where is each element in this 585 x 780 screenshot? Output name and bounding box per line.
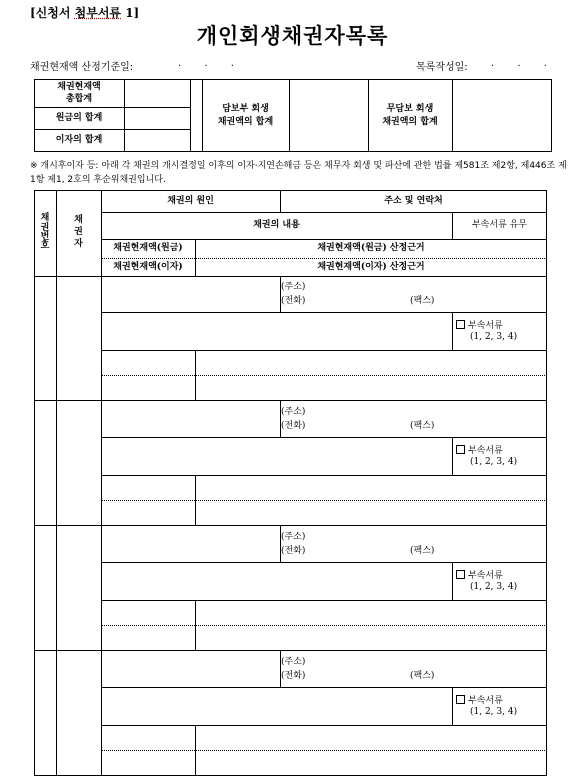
entry-3-address-label: (주소) <box>281 532 306 542</box>
entry-1-principal-basis-field[interactable] <box>195 350 547 375</box>
checkbox-icon[interactable] <box>456 570 465 579</box>
entry-1-content-field[interactable] <box>101 312 452 350</box>
attachments-header: 부속서류 유무 <box>471 220 528 231</box>
written-date-label: 목록작성일: <box>416 62 468 73</box>
secured-value-field[interactable] <box>289 79 368 152</box>
tag-suffix: 1] <box>121 6 140 20</box>
checkbox-icon[interactable] <box>456 445 465 454</box>
entry-2-attachments-checkbox[interactable] <box>456 443 503 456</box>
entry-3-attachment-numbers: (1, 2, 3, 4) <box>470 582 518 592</box>
entry-3-principal-amount-field[interactable] <box>101 600 195 625</box>
entry-2-address-label: (주소) <box>281 407 306 417</box>
entry-2-phone-label: (전화) <box>281 421 306 431</box>
entry-1-creditor-field[interactable] <box>56 276 101 400</box>
entry-4-phone-label: (전화) <box>281 671 306 681</box>
entry-2-interest-basis-field[interactable] <box>195 500 547 525</box>
entry-3-number-field[interactable] <box>34 526 56 650</box>
col-creditor-header: 채 권 자 <box>74 215 83 249</box>
entry-2-content-field[interactable] <box>101 437 452 475</box>
entry-4-principal-basis-field[interactable] <box>195 725 547 750</box>
base-date-label: 채권현재액 산정기준일: <box>30 62 134 73</box>
address-header: 주소 및 연락처 <box>384 195 443 206</box>
interest-value-field[interactable] <box>124 129 190 152</box>
written-date-value[interactable]: . . . <box>491 58 557 69</box>
entry-2-number-field[interactable] <box>34 401 56 525</box>
page-title: 개인회생채권자목록 <box>196 24 389 48</box>
entry-4-attachment-numbers: (1, 2, 3, 4) <box>470 707 518 717</box>
base-date-value[interactable]: . . . <box>178 58 244 69</box>
checkbox-icon[interactable] <box>456 320 465 329</box>
entry-2-fax-label: (팩스) <box>410 421 435 431</box>
content-header: 채권의 내용 <box>253 220 300 231</box>
entry-3-interest-amount-field[interactable] <box>101 625 195 650</box>
entry-3-cause-field[interactable] <box>101 526 280 562</box>
entry-3-phone-label: (전화) <box>281 546 306 556</box>
entry-4-creditor-field[interactable] <box>56 651 101 775</box>
entry-4-content-field[interactable] <box>101 687 452 725</box>
entry-1-interest-basis-field[interactable] <box>195 375 547 400</box>
entry-1-attachments-checkbox[interactable] <box>456 318 503 331</box>
entry-2-attachments-label: 부속서류 <box>468 446 503 456</box>
interest-label: 이자의 합계 <box>55 135 103 146</box>
total-label: 채권현재액 총합계 <box>57 81 101 104</box>
entry-4-number-field[interactable] <box>34 651 56 775</box>
checkbox-icon[interactable] <box>456 695 465 704</box>
entry-4-fax-label: (팩스) <box>410 671 435 681</box>
entry-1-address-label: (주소) <box>281 282 306 292</box>
entry-1-interest-amount-field[interactable] <box>101 375 195 400</box>
entry-1-fax-label: (팩스) <box>410 296 435 306</box>
entry-4-attachments-checkbox[interactable] <box>456 693 503 706</box>
interest-amount-header: 채권현재액(이자) <box>113 261 183 272</box>
entry-4-address-label: (주소) <box>281 657 306 667</box>
entry-4-interest-amount-field[interactable] <box>101 750 195 775</box>
entry-1-attachments-label: 부속서류 <box>468 321 503 331</box>
entry-2-attachment-numbers: (1, 2, 3, 4) <box>470 457 518 467</box>
entry-4-cause-field[interactable] <box>101 651 280 687</box>
entry-2-cause-field[interactable] <box>101 401 280 437</box>
unsecured-value-field[interactable] <box>452 79 552 152</box>
tag-underlined: 첨부서류 <box>74 6 122 20</box>
entry-1-attachment-numbers: (1, 2, 3, 4) <box>470 332 518 342</box>
secured-label: 담보부 회생 채권액의 합계 <box>217 104 274 127</box>
tag-prefix: [신청서 <box>30 6 75 20</box>
entry-1-principal-amount-field[interactable] <box>101 350 195 375</box>
entry-3-attachments-label: 부속서류 <box>468 571 503 581</box>
entry-1-number-field[interactable] <box>34 276 56 400</box>
entry-4-principal-amount-field[interactable] <box>101 725 195 750</box>
entry-4-interest-basis-field[interactable] <box>195 750 547 775</box>
interest-note: ※ 개시후이자 등: 아래 각 채권의 개시결정일 이후의 이자·지연손해금 등은 채무자 회생 및 파산에 관한 법률 제581조 제2항, 제446조 제1항 제1, 2호의 후순위채권입니다. <box>30 161 567 185</box>
cause-header: 채권의 원인 <box>167 195 214 206</box>
entry-1-cause-field[interactable] <box>101 276 280 312</box>
entry-3-content-field[interactable] <box>101 562 452 600</box>
principal-amount-header: 채권현재액(원금) <box>113 243 183 254</box>
entry-1-phone-label: (전화) <box>281 296 306 306</box>
entry-2-creditor-field[interactable] <box>56 401 101 525</box>
principal-value-field[interactable] <box>124 107 190 129</box>
total-value-field[interactable] <box>124 79 190 107</box>
entry-4-attachments-label: 부속서류 <box>468 696 503 706</box>
col-number-header: 채 권 번 호 <box>40 213 50 252</box>
interest-basis-header: 채권현재액(이자) 산정근거 <box>317 261 425 272</box>
principal-label: 원금의 합계 <box>55 112 103 123</box>
entry-2-interest-amount-field[interactable] <box>101 500 195 525</box>
entry-3-fax-label: (팩스) <box>410 546 435 556</box>
principal-basis-header: 채권현재액(원금) 산정근거 <box>317 243 425 254</box>
entry-2-principal-basis-field[interactable] <box>195 475 547 500</box>
attachment-tag <box>30 4 139 21</box>
unsecured-label: 무담보 회생 채권액의 합계 <box>382 104 438 127</box>
entry-3-creditor-field[interactable] <box>56 526 101 650</box>
entry-2-principal-amount-field[interactable] <box>101 475 195 500</box>
entry-3-principal-basis-field[interactable] <box>195 600 547 625</box>
entry-3-attachments-checkbox[interactable] <box>456 568 503 581</box>
entry-3-interest-basis-field[interactable] <box>195 625 547 650</box>
